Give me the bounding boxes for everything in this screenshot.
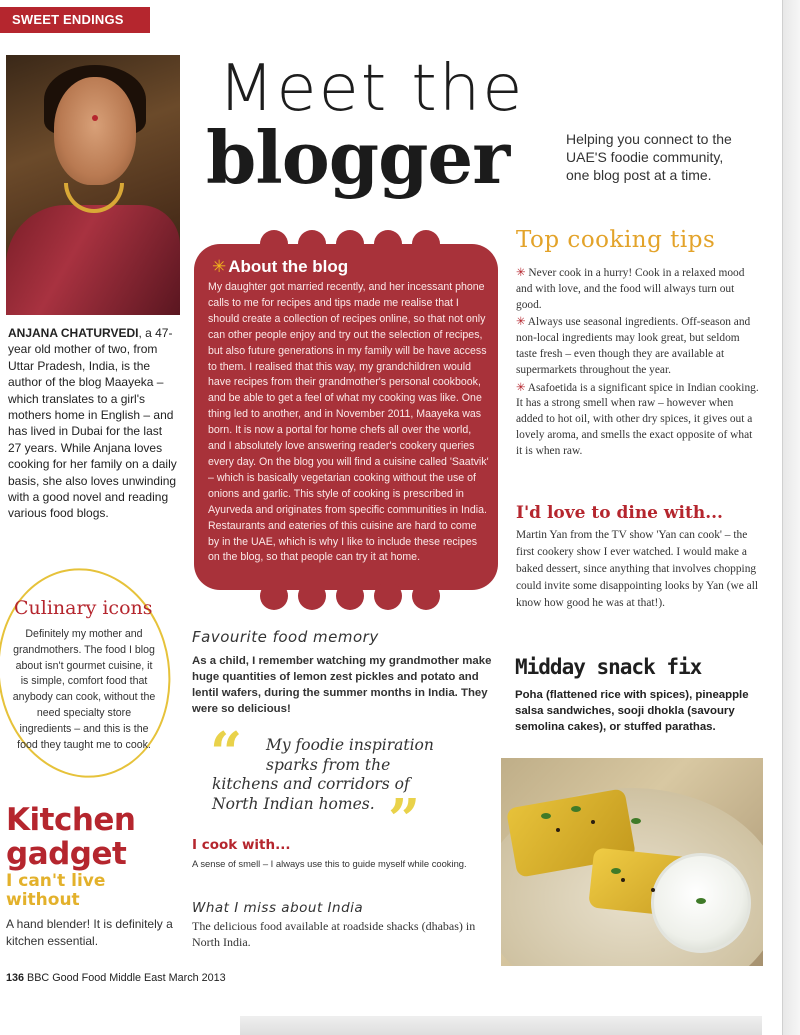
close-quote-icon: ”: [388, 787, 421, 853]
page-number: 136: [6, 972, 25, 984]
pull-quote: My foodie inspiration sparks from the kitchens and corridors of North Indian homes.: [212, 736, 434, 813]
about-heading-text: About the blog: [228, 257, 349, 276]
favourite-heading: Favourite food memory: [192, 628, 379, 646]
section-tag: SWEET ENDINGS: [0, 7, 150, 33]
about-text: My daughter got married recently, and her incessant phone calls to me for recipes and tips made me realise that I should create a collection of recipes online, so that not only can other people enjoy and try out the selection of recipes, but also future generations in my family will be have access to them. I realised that this way, my grandchildren would have recipes from their grandmother's personal cookbook, and be able to get a feel of what my cooking was like. One thing led to another, and in November 2011, Maayeka was born. It is now a portal for home chefs all over the world, and I absolutely love answering reader's cookery queries every day. On the blog you will find a cuisine called 'Saatvik' – which is basically vegetarian cooking without the use of onions and garlic. This style of cooking is prescribed in Ayurveda and originates from specific communities in India. Restaurants and eateries of this cuisine are hard to come by in the UAE, which is why I like to include these recipes on the blog, so that people can try it at home.: [208, 281, 489, 564]
asterisk-icon: ✳: [212, 257, 227, 276]
bio-paragraph: [8, 325, 178, 522]
favourite-text: As a child, I remember watching my grandmother make huge quantities of lemon zest pickles and potato and lentil wafers, during the summer months in India. They were so delicious!: [192, 655, 492, 715]
portrait-bindi: [92, 115, 98, 121]
portrait-face: [54, 77, 136, 185]
tip-item: ✳ Never cook in a hurry! Cook in a relaxed mood and with love, and the food will always turn out good.: [516, 267, 745, 311]
culinary-text: Definitely my mother and grandmothers. The food I blog about isn't gourmet cuisine, it is simple, comfort food that anybody can cook, without the need specialty store ingredients – and this is the food they taught me to cook.: [12, 628, 156, 751]
coriander-leaf: [571, 806, 581, 812]
subtitle: Helping you connect to the UAE'S foodie community, one blog post at a time.: [566, 131, 732, 183]
tip-item: ✳ Always use seasonal ingredients. Off-season and non-local ingredients may look great, but seldom taste fresh – even though they are available at supermarkets throughout the year.: [516, 316, 751, 376]
bio-name: ANJANA CHATURVEDI: [8, 326, 139, 340]
mustard-seed: [591, 820, 595, 824]
asterisk-icon: ✳: [516, 316, 528, 329]
about-scallop-bottom: [260, 582, 440, 604]
miss-text: The delicious food available at roadside shacks (dhabas) in North India.: [192, 919, 476, 949]
coriander-leaf: [611, 868, 621, 874]
mustard-seed: [621, 878, 625, 882]
dine-text: Martin Yan from the TV show 'Yan can cook' – the first cookery show I ever watched. I would make a baked dessert, since anything that involves chopping could invite some disappointing looks by Yan (we all know how good he was at that!).: [516, 529, 759, 609]
kitchen-text: A hand blender! It is definitely a kitchen essential.: [6, 917, 173, 948]
coriander-leaf: [631, 818, 641, 824]
footer-text: BBC Good Food Middle East March 2013: [27, 972, 226, 984]
page-footer: [6, 972, 226, 984]
bio-text: , a 47-year old mother of two, from Uttar Pradesh, India, is the author of the blog Maayeka – which translates to a girl's mothers home in English – and has lived in Dubai for the last 27 years. While Anjana loves cooking for her family on a daily basis, she also loves unwinding with a good novel and reading various food blogs.: [8, 326, 177, 521]
title-line-2: blogger: [206, 115, 510, 200]
tip-item: ✳ Asafoetida is a significant spice in Indian cooking. It has a strong smell when raw – however when added to hot oil, with other dry spices, it gives out a lovely aroma, and smells the exact opposite of what it is when raw.: [516, 381, 759, 457]
page-edge: [782, 0, 800, 1035]
miss-heading: What I miss about India: [192, 900, 364, 916]
about-heading: [212, 257, 348, 277]
snack-heading: Midday snack fix: [515, 655, 702, 679]
kitchen-subheading: I can't live without: [6, 871, 106, 910]
tips-list: [516, 266, 760, 462]
coriander-leaf: [696, 898, 706, 904]
dine-heading: I'd love to dine with...: [516, 503, 723, 523]
bottom-strip: [240, 1016, 762, 1035]
open-quote-icon: “: [210, 720, 243, 786]
mustard-seed: [556, 828, 560, 832]
mustard-seed: [651, 888, 655, 892]
snack-text: Poha (flattened rice with spices), pineapple salsa sandwiches, sooji dhokla (savoury semolina cakes), or stuffed parathas.: [515, 689, 749, 733]
tips-heading: Top cooking tips: [516, 227, 716, 253]
cook-with-heading: I cook with...: [192, 837, 291, 853]
dhokla-photo: [501, 758, 763, 966]
kitchen-heading: Kitchen gadget: [6, 802, 136, 872]
blogger-portrait: [6, 55, 180, 315]
culinary-heading: Culinary icons: [14, 597, 153, 619]
asterisk-icon: ✳: [516, 381, 528, 394]
title-line-1: Meet the: [218, 52, 525, 126]
cook-with-text: A sense of smell – I always use this to guide myself while cooking.: [192, 858, 467, 869]
portrait-saree: [6, 205, 180, 315]
asterisk-icon: ✳: [516, 267, 529, 279]
coriander-leaf: [541, 813, 551, 819]
